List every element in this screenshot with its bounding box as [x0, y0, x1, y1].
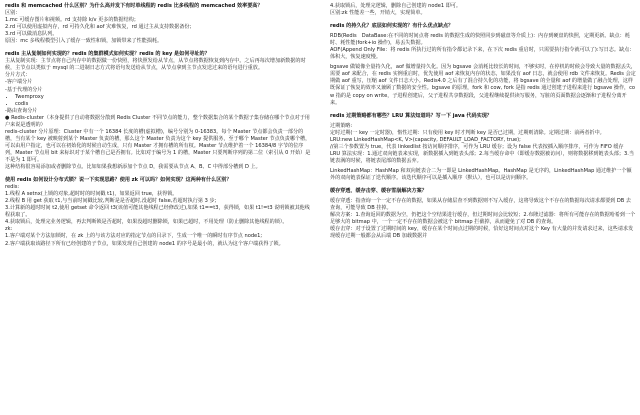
- heading-title: 和 memcached 什么区别？为什么高并发下有时单线程的 redis 比多线程的 memcached 效率要高？: [21, 3, 263, 9]
- paragraph: 1.线程 A setnx(上锁的对象,超时时的时间戳 t1)，如果返回 true，获得锁。: [5, 191, 178, 198]
- paragraph: RDB(Redis DataBase:在不同的时间点将 redis 的数据生成的快照同步到磁盘等介质上)：内存到硬盘的快照，定期更新。缺点：耗时、耗性能(fork+io 操作)，易丢失数据。: [330, 33, 630, 47]
- bullet-list: [5, 94, 311, 108]
- list-item: • Twemproxy: [15, 94, 311, 101]
- paragraph: 2.rd 可以使用虚拟内存，rd 可持久化和 aof 灾难恢复，rd 通过主从支持数据备份；: [5, 24, 195, 31]
- paragraph: 2.线程 B 用 get 获取 t1,与当前时间戳比较,判断是是否超时,没超时 false,若超时执行第 3 步;: [5, 198, 217, 205]
- heading-title: 的持久化？底层如何实现的？有什么优点缺点？: [346, 23, 454, 30]
- question-heading-cache-penetration: [330, 188, 636, 195]
- paragraph: 这种结构很容易添加或者删除节点。比如如果我想新添加个节点 D，我需要从节点 A、B、C 中得部分槽到 D 上。: [5, 164, 261, 171]
- paragraph: 分片方式：: [5, 72, 31, 79]
- paragraph: 区别：: [5, 10, 21, 17]
- paragraph: 1.mc 可缓存图片和视频。rd 支持除 k/v 更多的数据结构；: [5, 17, 139, 24]
- paragraph: 缓存击穿：对于设置了过期时间的 key，缓存在某个时间点过期的时候，恰好这时间点对这个 Key 有大量的并发请求过来，这些请求发现缓存过期一般都会从后端 DB 加载数据并: [330, 226, 634, 240]
- heading-prefix: redis: [5, 51, 22, 58]
- paragraph: 2.客户端获取该路径下所有已经创建的子节点，如果发现自己创建的 node1 的序号是最小的，就认为这个客户端获得了锁。: [5, 240, 284, 247]
- question-heading-distributed-lock: [5, 177, 311, 184]
- paragraph: 原因：mc 多线程模型引入了缓存一致性和锁，加锁带来了性能损耗。: [5, 38, 163, 45]
- paragraph: 3.计算新的超时时间 t2,使用 getset 命令返回 t3(该值可能其他线程已经修改过),如果 t1==t3，获得锁，如果 t1!=t3 说明锁被其他线程获取了。: [5, 205, 310, 219]
- paragraph: ● Redis-cluster（本身提供了自动将数据分散到 Redis Cluster 不同节点的能力，整个数据集合的某个数据子集存储在哪个节点对于用户来说是透明的）: [5, 114, 310, 128]
- paragraph: -客户端分片: [5, 79, 33, 86]
- paragraph: redis:: [5, 184, 20, 191]
- paragraph: 4.获取锁后，处理完逻辑，删除自己创建的 node1 即可。: [330, 3, 462, 9]
- heading-prefix: redis: [330, 23, 347, 30]
- paragraph: 解决方案：1.查询返回的数据为空，仍把这个空结果进行缓存，但过期时间会比较短；2.布隆过滤器：将所有可能存在的数据哈希到一个足够大的 bitmap 中，一个一定不存在的数据会被这个 bitmap 拦截掉，从而避免了对 DB 的查询。: [330, 212, 636, 226]
- paragraph: 1.客户端对某个方法加锁时，在 zk 上的与该方法对应的指定节点的目录下，生成一个唯一的瞬时有序节点 node1;: [5, 233, 263, 240]
- paragraph: LinkedHashMap：HashMap 和双向链表合二为一即是 LinkedHashMap。HashMap 是无序的，LinkedHashMap 通过维护一个额外的双向链表保证了迭代顺序。该迭代顺序可以是插入顺序（默认），也可以是访问顺序。: [330, 167, 632, 181]
- paragraph: //第三个参数置为 true，代表 linkedlist 按访问顺序排序，可作为 LRU 缓存；设为 false 代表按插入顺序排序，可作为 FIFO 缓存: [330, 143, 624, 150]
- paragraph: AOF(Append Only File：将 redis 所执行过的所有指令都记录下来，在下次 redis 重启时，只需要执行指令就可以了):写日志。缺点：体积大，恢复速度慢。: [330, 47, 635, 61]
- paragraph: 缓存穿透：指查询一个一定不存在的数据，如果从存储层查不到数据则不写入缓存，这将导致这个不存在的数据每次请求都要到 DB 去查询，可能导致 DB 挂掉。: [330, 198, 632, 212]
- heading-title: 使用 redis 如何设计分布式锁？说一下实现思路？使用 zk 可以吗？如何实现？这两种有什么区别？: [5, 177, 232, 184]
- question-heading-memcached: [5, 3, 311, 10]
- paragraph: -路由查询分片: [5, 107, 38, 114]
- paragraph: redis-cluster 分片原理：Cluster 中有一个 16384 长度的槽(虚拟槽)，编号分别为 0-16383。每个 Master 节点都会负责一部分的槽，当有某个 key 被映射到某个 Master 负责的槽，那么这个 Master 负责为这个 key 提供服务，至于哪个 Master 节点负责哪个槽，可以由用户指定，也可以在初始化的时候自动生成，只有 Master 才拥有槽的所有权。Master 节点维护着一个 16384/8 字节的位序列，Master 节点用 bit 来标识对于某个槽自己是否拥有。比如对于编号为 1 的槽，Master 只要判断序列的第二位（索引从 0 开始）是不是为 1 即可。: [5, 128, 311, 163]
- question-heading-persistence: [330, 23, 636, 30]
- heading-prefix: redis: [5, 3, 22, 9]
- heading-title: 缓存穿透、缓存击穿、缓存雪崩解决方案？: [330, 188, 427, 195]
- paragraph: 定时过期(一 key 一定时器)，惰性过期：只有使用 key 时才判断 key 是否已过期，过期则清除。定期过期：前两者折中。: [330, 129, 605, 136]
- heading-prefix: redis: [330, 112, 347, 119]
- paragraph: -基于代理的分片: [5, 86, 43, 93]
- heading-title: 过期策略都有哪些？LRU 算法知道吗？写一下 java 代码实现？: [346, 112, 492, 119]
- paragraph: bgsave 做镜像全量持久化，aof 做增量持久化。因为 bgsave 会消耗比较长的时间，不够实时，在停机的时候会导致大量的数据丢失，需要 aof 来配合，在 redis 实例重启时，优先使用 aof 来恢复内存的状态，如果没有 aof 日志，就会使用 rdb 文件来恢复。Redis 会定期做 aof 重写，压缩 aof 文件日志大小。Redis4.0 之后有了混合持久化的功能，将 bgsave 的全量和 aof 的增量做了融合处理，这样既保证了恢复的效率又兼顾了数据的安全性。bgsave 的原理，fork 和 cow, fork 是指 redis 通过创建子进程来进行 bgsave 操作，cow 指的是 copy on write，子进程创建后，父子进程共享数据段，父进程继续提供读写服务，写脏的页面数据会逐渐和子进程分离开来。: [330, 64, 636, 106]
- question-heading-expiration: [330, 113, 636, 120]
- paragraph: LRU:new LinkedHashMap<K, V>(capacity, DEFAULT_LOAD_FACTORY, true);: [330, 136, 521, 143]
- paragraph: 4.获取锁后，处理完业务逻辑，再去判断锁是否超时，如果没超时删除锁，如果已超时，不用处理（防止删除其他线程的锁）。: [5, 219, 288, 226]
- paragraph: zk:: [5, 226, 13, 233]
- paragraph: 主从复制实现：主节点将自己内存中的数据做一份快照，将快照发给从节点，从节点将数据恢复到内存中。之后再每次增加新数据的时候，主节点以类似于 mysql 的二进制日志方式将语句发送给从节点，从节点拿到主节点发送过来的语句进行重放。: [5, 58, 306, 72]
- paragraph: 区别:zk 性能差一些，开销大，实现简单。: [330, 10, 426, 17]
- left-column: [5, 3, 311, 248]
- paragraph: LRU 算法实现：1.通过双向链表来实现，新数据插入到链表头部；2.每当缓存命中（即缓存数据被访问），则将数据移到链表头部；3.当链表满的时候，将链表尾部的数据丢弃。: [330, 150, 634, 164]
- paragraph: 3.rd 可以做消息队列。: [5, 31, 58, 38]
- right-column: [330, 3, 636, 240]
- list-item: • codis: [15, 101, 311, 108]
- paragraph: 过期策略:: [330, 122, 353, 129]
- heading-title: 主从复制如何实现的？redis 的集群模式如何实现？redis 的 key 是如何寻址的？: [21, 51, 210, 58]
